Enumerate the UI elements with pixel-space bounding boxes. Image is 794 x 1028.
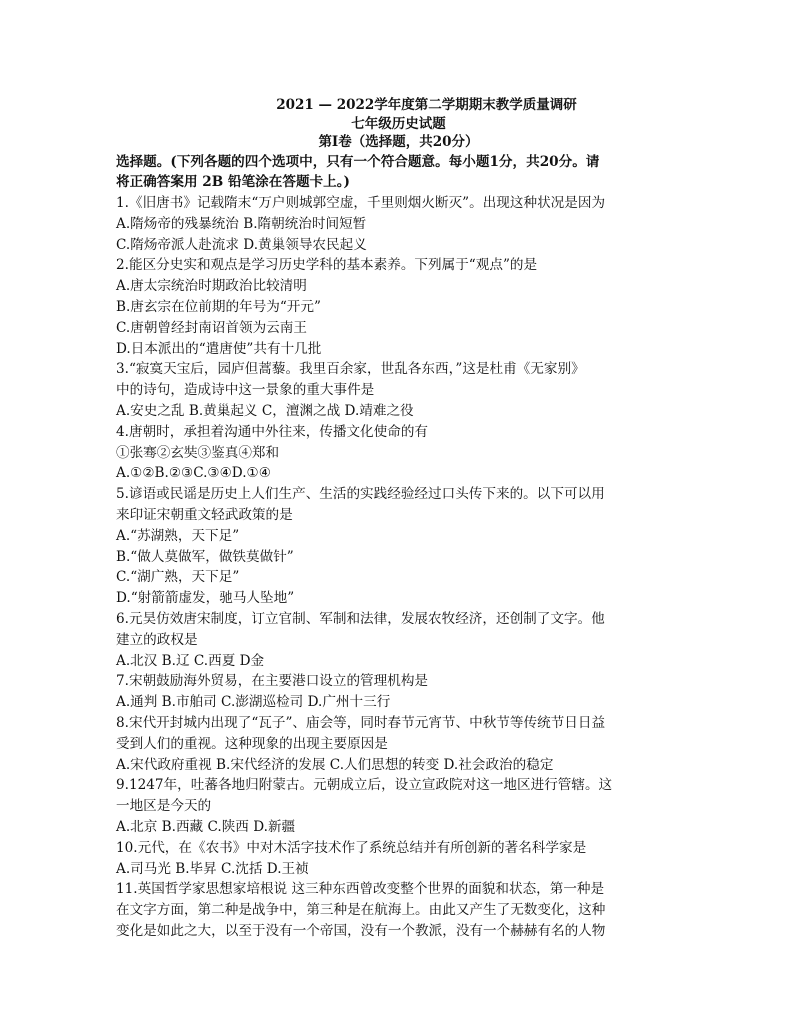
question-line: 5.谚语或民谣是历史上人们生产、生活的实践经验经过口头传下来的。以下可以用 — [116, 486, 605, 503]
question-line: A.隋炀帝的残暴统治 B.隋朝统治时间短暂 — [116, 215, 367, 232]
question-line: A.“苏湖熟，天下足” — [116, 527, 240, 544]
question-line: 3.“寂寞天宝后，园庐但蒿藜。我里百余家，世乱各东西，”这是杜甫《无家别》 — [116, 361, 585, 378]
question-line: 2.能区分史实和观点是学习历史学科的基本素养。下列属于“观点”的是 — [116, 257, 538, 274]
question-line: A.安史之乱 B.黄巢起义 C，澶渊之战 D.靖难之役 — [116, 403, 414, 420]
question-line: ①张骞②玄奘③鉴真④郑和 — [116, 444, 280, 461]
question-line: C.“湖广熟，天下足” — [116, 569, 240, 586]
exam-title: 2021 — 2022学年度第二学期期末教学质量调研 — [276, 97, 577, 113]
question-line: A.唐太宗统治时期政治比较清明 — [116, 278, 307, 295]
question-list — [116, 193, 681, 942]
instruction-line: 将正确答案用 2B 铅笔涂在答题卡上。) — [116, 174, 350, 191]
question-line: B.唐玄宗在位前期的年号为“开元” — [116, 299, 321, 316]
question-line: A.北京 B.西藏 C.陕西 D.新疆 — [116, 819, 296, 835]
question-line: 4.唐朝时，承担着沟通中外往来，传播文化使命的有 — [116, 423, 429, 440]
question-line: 10.元代，在《农书》中对木活字技术作了系统总结并有所创新的著名科学家是 — [116, 839, 587, 856]
question-line: 在文字方面，第二种是战争中，第三种是在航海上。由此又产生了无数变化，这种 — [116, 902, 606, 919]
question-line: A.北汉 B.辽 C.西夏 D金 — [116, 652, 265, 669]
question-line: C.隋炀帝派人赴流求 D.黄巢领导农民起义 — [116, 236, 367, 253]
question-line: 9.1247年，吐蕃各地归附蒙古。元朝成立后，设立宣政院对这一地区进行管辖。这 — [116, 777, 613, 794]
question-line: A.司马光 B.毕昇 C.沈括 D.王祯 — [116, 860, 309, 877]
question-line: 8.宋代开封城内出现了“瓦子”、庙会等，同时春节元宵节、中秋节等传统节日日益 — [116, 715, 606, 732]
question-line: A.①②B.②③C.③④D.①④ — [116, 465, 271, 482]
question-line: 一地区是今天的 — [116, 798, 212, 815]
question-line: 来印证宋朝重文轻武政策的是 — [116, 507, 293, 524]
question-line: D.“射箭箭虚发，驰马人坠地” — [116, 590, 295, 607]
question-line: C.唐朝曾经封南诏首领为云南王 — [116, 319, 307, 336]
question-line: 中的诗句，造成诗中这一景象的重大事件是 — [116, 382, 375, 399]
question-line: 1.《旧唐书》记载隋末“万户则城郭空虚，千里则烟火断灭”。出现这种状况是因为 — [116, 195, 606, 212]
instruction-line: 选择题。(下列各题的四个选项中，只有一个符合题意。每小题1分，共20分。请 — [116, 153, 600, 170]
question-line: B.“做人莫做军，做铁莫做针” — [116, 548, 294, 565]
question-line: 6.元昊仿效唐宋制度，订立官制、军制和法律，发展农牧经济，还创制了文字。他 — [116, 611, 605, 628]
exam-content — [116, 96, 681, 942]
exam-subtitle: 七年级历史试题 — [351, 115, 446, 132]
question-line: 变化是如此之大，以至于没有一个帝国，没有一个教派，没有一个赫赫有名的人物 — [116, 922, 606, 939]
question-line: D.日本派出的“遣唐使”共有十几批 — [116, 340, 322, 357]
question-line: 受到人们的重视。这种现象的出现主要原因是 — [116, 735, 388, 752]
section-heading: 第Ⅰ卷（选择题，共20分） — [318, 134, 479, 150]
question-line: A.通判 B.市舶司 C.澎湖巡检司 D.广州十三行 — [116, 694, 391, 711]
question-line: A.宋代政府重视 B.宋代经济的发展 C.人们思想的转变 D.社会政治的稳定 — [116, 756, 554, 773]
question-line: 7.宋朝鼓励海外贸易，在主要港口设立的管理机构是 — [116, 673, 429, 690]
question-line: 建立的政权是 — [116, 631, 198, 648]
question-line: 11.英国哲学家思想家培根说 这三种东西曾改变整个世界的面貌和状态，第一种是 — [116, 881, 605, 898]
